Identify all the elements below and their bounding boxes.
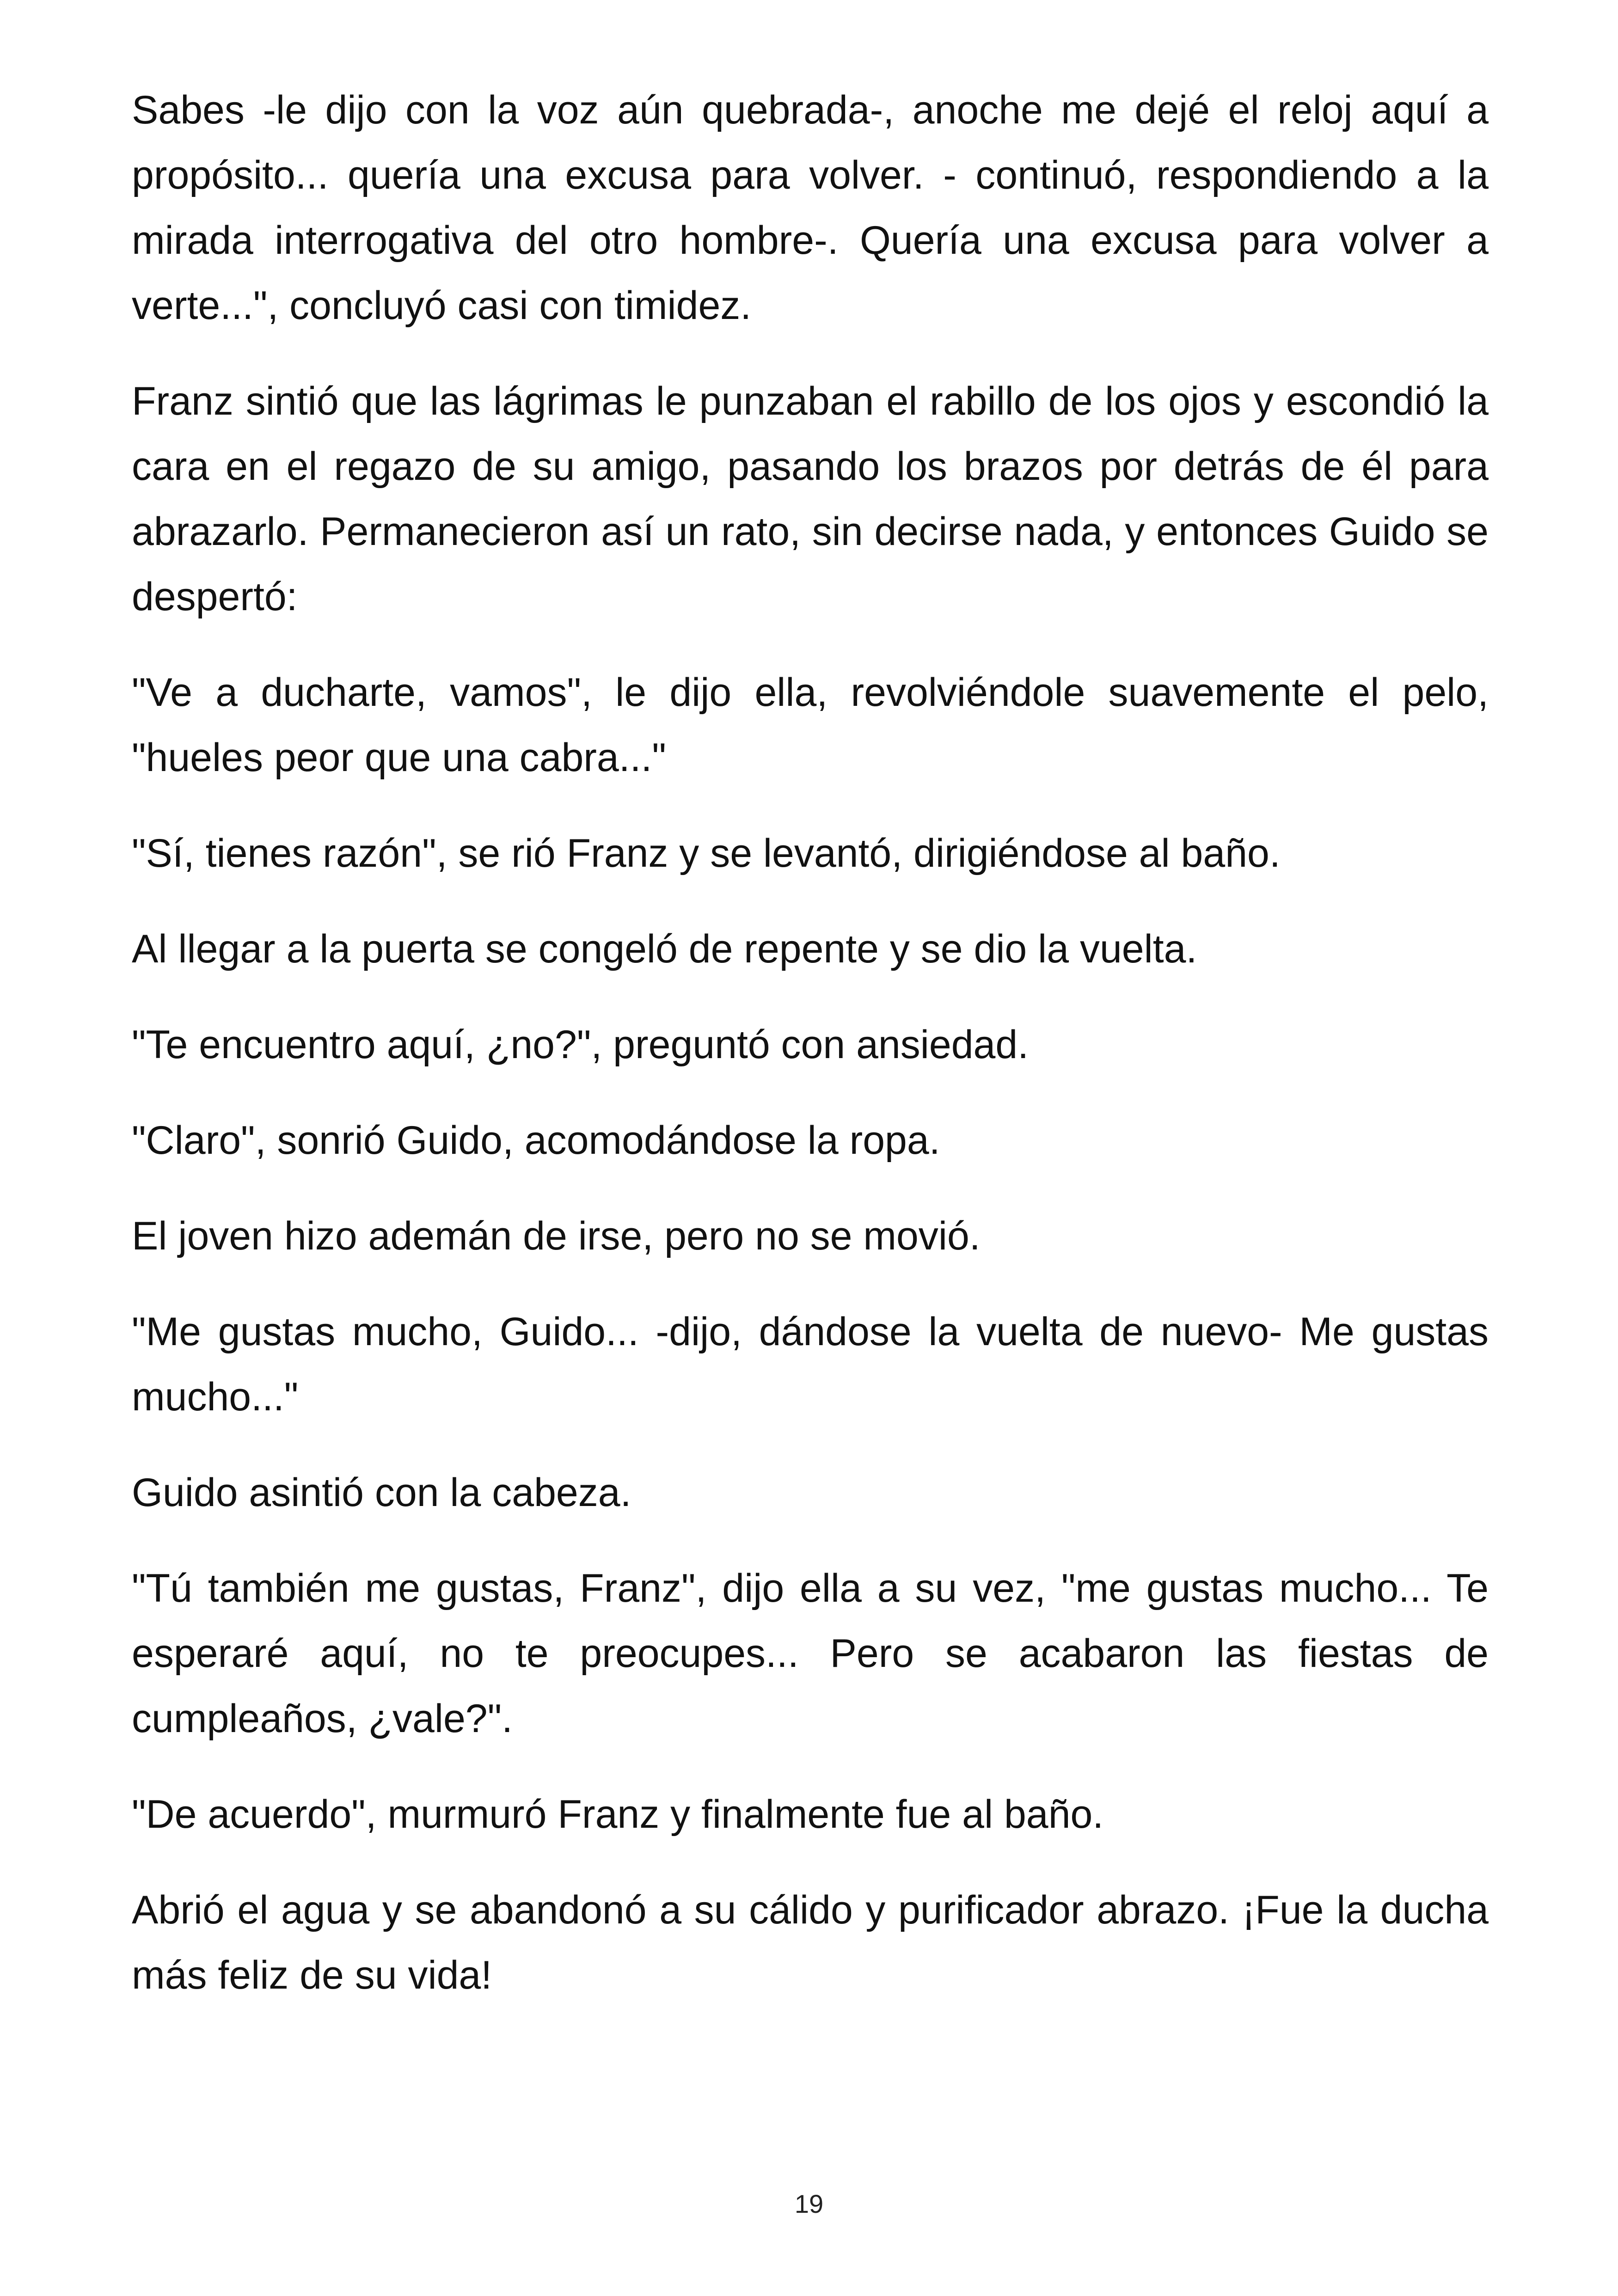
page-number: 19 [794,2189,824,2218]
paragraph-1: Sabes -le dijo con la voz aún quebrada-, anoche me dejé el reloj aquí a propósito... quería una excusa para volver. - continuó, respondiendo a la mirada interrogativa del otro hombre-. Quería una excusa para volver a verte...", concluyó casi con timidez. [132,88,1489,328]
paragraph-11: "Tú también me gustas, Franz", dijo ella a su vez, "me gustas mucho... Te esperaré aquí, no te preocupes... Pero se acabaron las fiestas de cumpleaños, ¿vale?". [132,1566,1489,1741]
paragraph-7: "Claro", sonrió Guido, acomodándose la ropa. [132,1118,940,1163]
paragraph-10: Guido asintió con la cabeza. [132,1470,631,1515]
paragraph-2: Franz sintió que las lágrimas le punzaban el rabillo de los ojos y escondió la cara en el regazo de su amigo, pasando los brazos por detrás de él para abrazarlo. Permanecieron así un rato, sin decirse nada, y entonces Guido se despertó: [132,379,1489,619]
paragraph-3: "Ve a ducharte, vamos", le dijo ella, revolviéndole suavemente el pelo, "hueles peor que una cabra..." [132,670,1489,780]
paragraph-4: "Sí, tienes razón", se rió Franz y se levantó, dirigiéndose al baño. [132,831,1281,876]
paragraph-9: "Me gustas mucho, Guido... -dijo, dándose la vuelta de nuevo- Me gustas mucho..." [132,1310,1489,1419]
paragraph-5: Al llegar a la puerta se congeló de repente y se dio la vuelta. [132,927,1197,971]
paragraph-13: Abrió el agua y se abandonó a su cálido y purificador abrazo. ¡Fue la ducha más feliz de su vida! [132,1888,1489,1997]
paragraph-8: El joven hizo ademán de irse, pero no se movió. [132,1214,981,1258]
body-text [132,78,1489,2039]
paragraph-6: "Te encuentro aquí, ¿no?", preguntó con ansiedad. [132,1022,1029,1067]
paragraph-12: "De acuerdo", murmuró Franz y finalmente fue al baño. [132,1792,1104,1837]
